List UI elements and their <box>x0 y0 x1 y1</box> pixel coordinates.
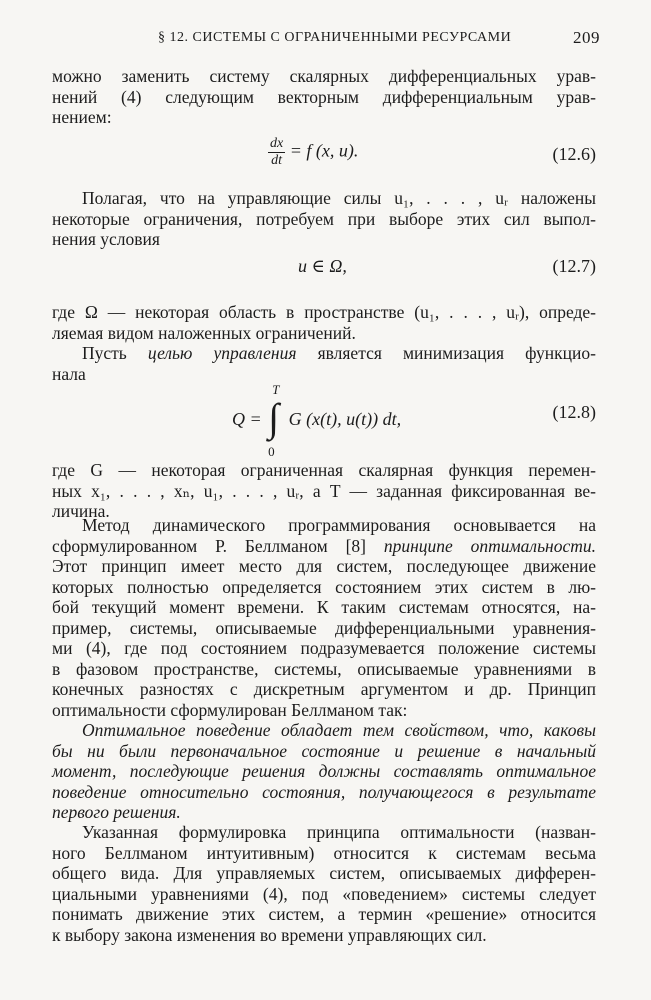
paragraph-5 <box>52 460 596 522</box>
text-line: ляемая видом наложенных ограничений. <box>52 322 356 343</box>
emphasis-principle: принципе оптимальности. <box>383 535 596 556</box>
text-line: бой текущий момент времени. К таким системам относятся, на- <box>52 597 596 617</box>
text-line: в фазовом пространстве, системы, описываемые уравнениями в <box>52 658 596 679</box>
text-run: Пусть <box>82 343 148 363</box>
equation-lhs: Q = <box>232 409 262 430</box>
text-line: Оптимальное поведение обладает тем свойством, что, каковы <box>82 720 596 740</box>
running-header <box>60 28 600 52</box>
emphasis-goal: целью управления <box>147 343 297 363</box>
text-line: бы ни были первоначальное состояние и решение в начальный <box>52 740 596 761</box>
paragraph-2 <box>52 188 596 250</box>
text-line: нала <box>52 363 86 384</box>
equation-rhs: = f (x, u). <box>289 140 359 161</box>
text-line: нением: <box>52 107 112 127</box>
text-line: которых полностью определяется состоянием этих систем в лю- <box>52 576 596 597</box>
text-line: момент, последующие решения должны составлять оптимальное <box>52 761 596 781</box>
integral-lower-limit: 0 <box>268 444 275 459</box>
text-line: циальными уравнениями (4), под «поведением» системы следует <box>52 883 596 904</box>
integrand: G (x(t), u(t)) dt, <box>288 409 402 430</box>
text-line: нений (4) следующим векторным дифференциальным урав- <box>52 86 596 107</box>
page-number: 209 <box>573 28 600 47</box>
integral-sign: ∫ T 0 <box>268 382 280 459</box>
equation-12-7 <box>52 256 596 280</box>
section-title: § 12. СИСТЕМЫ С ОГРАНИЧЕННЫМИ РЕСУРСАМИ <box>158 30 512 45</box>
fraction-numerator: dx <box>270 136 284 151</box>
text-line: к выбору закона изменения во времени управляющих сил. <box>52 924 487 945</box>
equation-number: (12.7) <box>552 256 596 276</box>
equation-12-8 <box>52 382 596 459</box>
text-line: нения условия <box>52 229 160 249</box>
text-line: некоторые ограничения, потребуем при выборе этих сил выпол- <box>52 208 596 229</box>
integral-upper-limit: T <box>272 382 280 397</box>
text-line: пример, системы, описываемые дифференциальными уравнения- <box>52 617 596 638</box>
text-run: сформулированном Р. Беллманом [8] <box>52 535 384 556</box>
equation-formula <box>232 382 402 459</box>
paragraph-1 <box>52 66 596 128</box>
text-line: можно заменить систему скалярных дифференциальных урав- <box>52 66 596 86</box>
fraction-denominator: dt <box>271 153 283 168</box>
text-line: первого решения. <box>52 802 181 822</box>
paragraph-6 <box>52 515 596 720</box>
fraction <box>268 136 285 169</box>
text-line <box>52 343 596 364</box>
text-line: личина. <box>52 501 110 521</box>
equation-formula: u ∈ Ω, <box>298 256 347 276</box>
text-line: где Ω — некоторая область в пространстве (u₁, . . . , uᵣ), опреде- <box>52 302 596 322</box>
text-line <box>52 536 596 557</box>
text-run: является минимизация функцио- <box>296 343 596 363</box>
text-line: конечных разностях с дискретным аргументом и др. Принцип <box>52 679 596 699</box>
text-line: общего вида. Для управляемых систем, описываемых дифферен- <box>52 863 596 883</box>
equation-number: (12.6) <box>552 144 596 164</box>
text-line: Метод динамического программирования основывается на <box>82 515 596 535</box>
text-line: понимать движение этих систем, а термин «решение» относится <box>52 904 596 924</box>
text-line: поведение относительно состояния, получающегося в результате <box>52 781 596 802</box>
text-line: ных x₁, . . . , xₙ, u₁, . . . , uᵣ, а T — заданная фиксированная ве- <box>52 480 596 501</box>
text-line: ми (4), где под состоянием подразумевается положение системы <box>52 638 596 658</box>
text-line: Полагая, что на управляющие силы u₁, . . . , uᵣ наложены <box>82 188 596 208</box>
equation-number: (12.8) <box>552 402 596 422</box>
paragraph-3 <box>52 302 596 343</box>
equation-12-6 <box>52 136 596 176</box>
paragraph-8 <box>52 822 596 945</box>
text-line: оптимальности сформулирован Беллманом так: <box>52 699 408 720</box>
text-line: Указанная формулировка принципа оптимальности (назван- <box>82 822 596 842</box>
text-line: где G — некоторая ограниченная скалярная функция перемен- <box>52 460 596 480</box>
paragraph-7-quote <box>52 720 596 823</box>
text-line: ного Беллманом интуитивным) относится к системам весьма <box>52 842 596 863</box>
equation-formula <box>268 136 358 169</box>
paragraph-4 <box>52 343 596 384</box>
text-line: Этот принцип имеет место для систем, последующее движение <box>52 556 596 576</box>
